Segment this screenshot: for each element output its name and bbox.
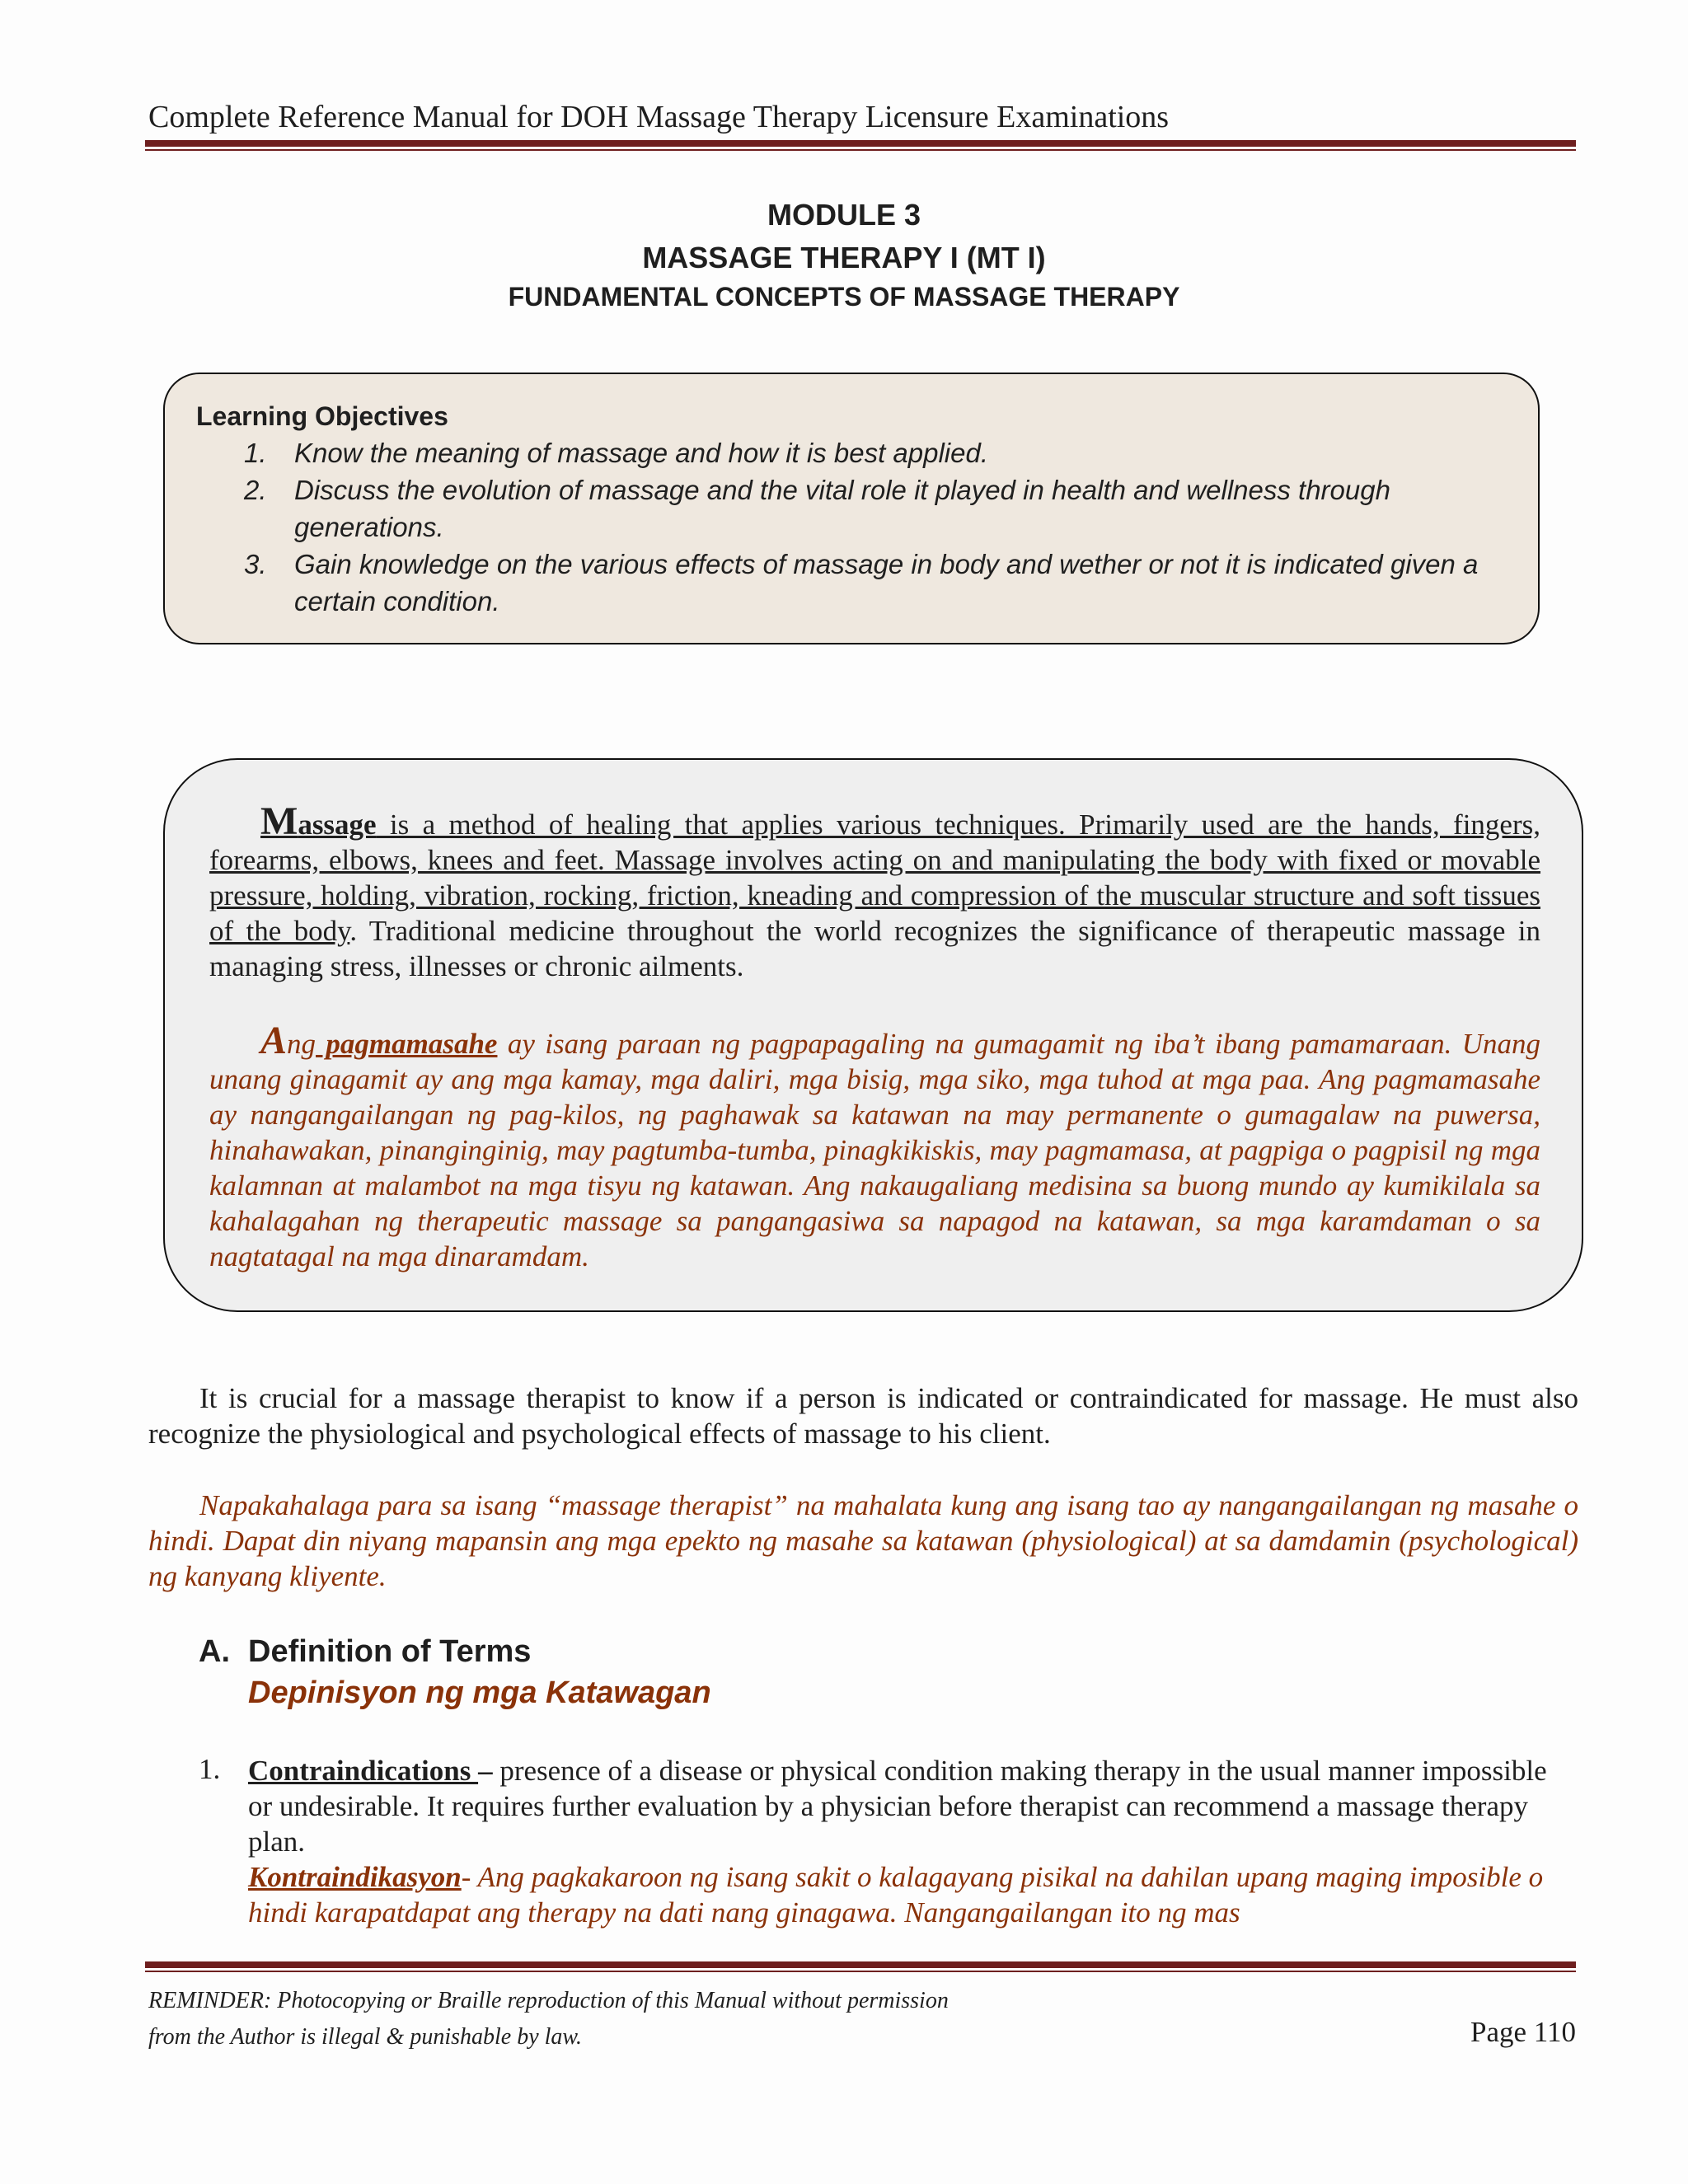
- term-name-filipino: Kontraindikasyon: [248, 1861, 462, 1893]
- header-rule-thin: [145, 149, 1576, 151]
- learning-objectives-title: Learning Objectives: [196, 401, 448, 431]
- keyword-massage: assage: [298, 808, 377, 841]
- header-rule-thick: [145, 140, 1576, 147]
- footer-rule-thin: [145, 1971, 1576, 1972]
- module-title: MASSAGE THERAPY I (MT I): [642, 241, 1046, 274]
- section-title: Definition of Terms: [248, 1634, 532, 1669]
- paragraph-english: [148, 1380, 1578, 1451]
- paragraph-english-text: It is crucial for a massage therapist to know if a person is indicated or contraindicated for massage. He must also recognize the physiological and psychological effects of massage to his client.: [148, 1382, 1578, 1450]
- term-name: Contraindications: [248, 1755, 479, 1787]
- term-definition: [248, 1753, 1559, 1859]
- header-title: Complete Reference Manual for DOH Massage Therapy Licensure Examinations: [148, 100, 1170, 134]
- massage-definition-english: [209, 799, 1540, 984]
- module-number: MODULE 3: [767, 198, 921, 232]
- keyword-pagmamasahe: pagmamasahe: [316, 1028, 498, 1060]
- paragraph-filipino: [148, 1488, 1578, 1594]
- footer-reminder-line2: from the Author is illegal & punishable by law.: [148, 2024, 583, 2050]
- definition-filipino-rest: ay isang paraan ng pagpapagaling na gumagamit ng iba’t ibang pamamaraan. Unang unang ginagamit ay ang mga kamay, mga daliri, mga bisig, mga siko, mga tuhod at mga paa. Ang pagmamasahe ay nangangailangan ng pag-kilos, ng paghawak sa katawan na may permanente o gumagalaw na puwersa, hinahawakan, pinanginginig, may pagtumba-tumba, pinagkikiskis, may pagmamasa, at pagpiga o pagpisil ng mga kalamnan at malambot na mga tisyu ng katawan. Ang nakaugaliang medisina sa buong mundo ay kumikilala sa kahalagahan ng therapeutic massage sa pangangasiwa sa napagod na katawan, sa mga karamdaman o sa nagtatagal na mga dinaramdam.: [209, 1028, 1540, 1272]
- objective-number: 2.: [244, 475, 267, 505]
- term-number: 1.: [199, 1753, 221, 1785]
- definition-underlined: is a method of healing that applies various techniques. Primarily used are the hands, fingers, forearms, elbows, knees and feet. Massage involves acting on and manipulating the body with fixed or movable pressure, holding, vibration, rocking, friction, kneading and compression of the muscular structure and soft tissues of the body: [209, 808, 1540, 947]
- objective-text: Gain knowledge on the various effects of massage in body and wether or not it is indicated given a certain condition.: [294, 549, 1479, 616]
- term-definition-filipino-text: - Ang pagkakaroon ng isang sakit o kalagayang pisikal na dahilan upang maging imposible o hindi karapatdapat ang therapy na dati nang ginagawa. Nangangailangan ito ng mas: [248, 1861, 1544, 1929]
- paragraph-filipino-text: Napakahalaga para sa isang “massage therapist” na mahalata kung ang isang tao ay nangangailangan ng masahe o hindi. Dapat din niyang mapansin ang mga epekto ng masahe sa katawan (physiological) at sa damdamin (psychological) ng kanyang kliyente.: [148, 1489, 1578, 1592]
- module-subtitle: FUNDAMENTAL CONCEPTS OF MASSAGE THERAPY: [508, 282, 1180, 312]
- footer-rule-thick: [145, 1961, 1576, 1968]
- section-subtitle: Depinisyon ng mga Katawagan: [248, 1675, 711, 1710]
- footer-reminder: [148, 1983, 949, 2055]
- massage-definition-filipino: [209, 1023, 1540, 1274]
- objective-number: 1.: [244, 438, 267, 468]
- definition-rest: . Traditional medicine throughout the world recognizes the significance of therapeutic massage in managing stress, illnesses or chronic ailments.: [209, 915, 1540, 982]
- page-number: Page 110: [1470, 2016, 1576, 2048]
- objective-text: Discuss the evolution of massage and the vital role it played in health and wellness through generations.: [294, 475, 1390, 542]
- objective-number: 3.: [244, 549, 267, 579]
- term-definition-text: presence of a disease or physical condition making therapy in the usual manner impossible or undesirable. It requires further evaluation by a physician before therapist can recommend a massage therapy plan.: [248, 1755, 1547, 1858]
- dropcap-m: M: [260, 799, 298, 843]
- footer-reminder-line1: REMINDER: Photocopying or Braille reproduction of this Manual without permission: [148, 1988, 949, 2013]
- prefix-ng: ng: [287, 1028, 316, 1060]
- dropcap-a: A: [260, 1023, 288, 1062]
- term-dash: –: [478, 1755, 493, 1787]
- section-letter: A.: [199, 1634, 230, 1669]
- term-definition-filipino: [248, 1859, 1559, 1930]
- objective-text: Know the meaning of massage and how it is best applied.: [294, 438, 989, 468]
